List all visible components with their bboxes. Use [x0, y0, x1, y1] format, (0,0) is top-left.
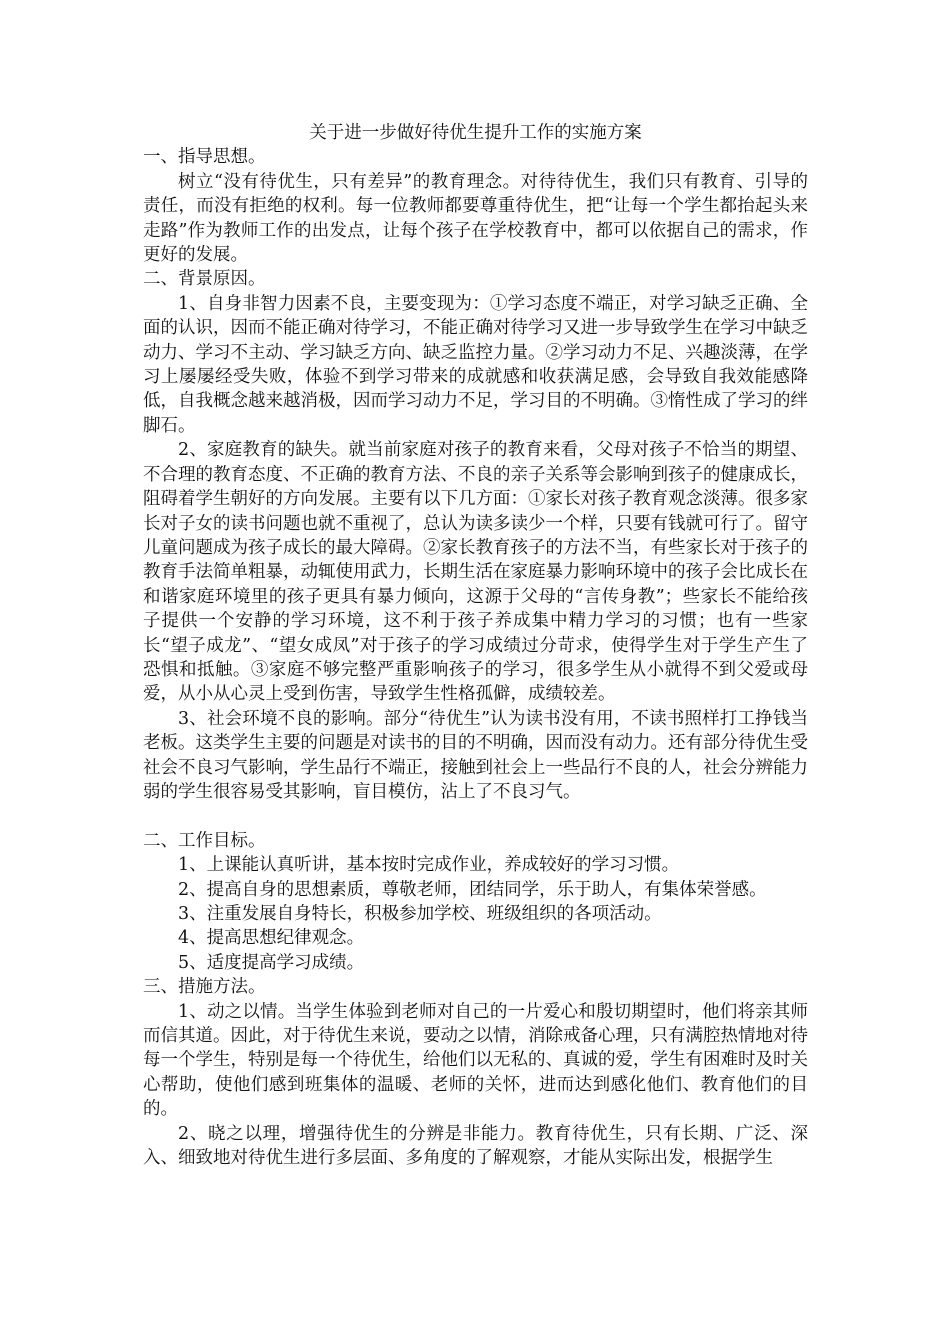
section-heading-background: 二、背景原因。: [143, 269, 266, 290]
paragraph-guiding-ideology: 树立“没有待优生，只有差异”的教育理念。对待待优生，我们只有教育、引导的责任，而没有拒绝的权利。每一位教师都要尊重待优生，把“让每一个学生都抬起头来走路”作为教师工作的出发点，让每个孩子在学校教育中，都可以依据自己的需求，作更好的发展。: [143, 171, 808, 266]
goal-item-4: 4、提高思想纪律观念。: [178, 928, 365, 949]
section-heading-guiding-ideology: 一、指导思想。: [143, 147, 266, 168]
paragraph-background-3: 3、社会环境不良的影响。部分“待优生”认为读书没有用，不读书照样打工挣钱当老板。这类学生主要的问题是对读书的目的不明确，因而没有动力。还有部分待优生受社会不良习气影响，学生品行不端正，接触到社会上一些品行不良的人，社会分辨能力弱的学生很容易受其影响，盲目模仿，沾上了不良习气。: [143, 708, 808, 802]
section-heading-measures: 三、措施方法。: [143, 977, 266, 998]
document-title: 关于进一步做好待优生提升工作的实施方案: [309, 123, 642, 143]
paragraph-background-2: 2、家庭教育的缺失。就当前家庭对孩子的教育来看，父母对孩子不恰当的期望、不合理的教育态度、不正确的教育方法、不良的亲子关系等会影响到孩子的健康成长，阻碍着学生朝好的方向发展。主要有以下几方面：①家长对孩子教育观念淡薄。很多家长对子女的读书问题也就不重视了，总认为读多读少一个样，只要有钱就可行了。留守儿童问题成为孩子成长的最大障碍。②家长教育孩子的方法不当，有些家长对于孩子的教育手法简单粗暴，动辄使用武力，长期生活在家庭暴力影响环境中的孩子会比成长在和谐家庭环境里的孩子更具有暴力倾向，这源于父母的“言传身教”；些家长不能给孩子提供一个安静的学习环境，这不利于孩子养成集中精力学习的习惯；也有一些家长“望子成龙”、“望女成凤”对于孩子的学习成绩过分苛求，使得学生对于学生产生了恐惧和抵触。③家庭不够完整严重影响孩子的学习，很多学生从小就得不到父爱或母爱，从小从心灵上受到伤害，导致学生性格孤僻，成绩较差。: [143, 440, 808, 705]
goal-item-3: 3、注重发展自身特长，积极参加学校、班级组织的各项活动。: [178, 903, 662, 924]
blank-line: [143, 804, 808, 828]
goal-item-2: 2、提高自身的思想素质，尊敬老师，团结同学，乐于助人，有集体荣誉感。: [178, 879, 767, 900]
paragraph-measures-1: 1、动之以情。当学生体验到老师对自己的一片爱心和殷切期望时，他们将亲其师而信其道。因此，对于待优生来说，要动之以情，消除戒备心理，只有满腔热情地对待每一个学生，特别是每一个待优生，给他们以无私的、真诚的爱，学生有困难时及时关心帮助，使他们感到班集体的温暖、老师的关怀，进而达到感化他们、教育他们的目的。: [143, 1001, 808, 1120]
document-body: [143, 121, 808, 1170]
goal-item-5: 5、适度提高学习成绩。: [178, 952, 365, 973]
goal-item-1: 1、上课能认真听讲，基本按时完成作业，养成较好的学习习惯。: [178, 855, 680, 876]
paragraph-background-1: 1、自身非智力因素不良，主要变现为：①学习态度不端正，对学习缺乏正确、全面的认识，因而不能正确对待学习，不能正确对待学习又进一步导致学生在学习中缺乏动力、学习不主动、学习缺乏方向、缺乏监控力量。②学习动力不足、兴趣淡薄，在学习上屡屡经受失败，体验不到学习带来的成就感和收获满足感，会导致自我效能感降低，自我概念越来越消极，因而学习动力不足，学习目的不明确。③惰性成了学习的绊脚石。: [143, 293, 808, 436]
paragraph-measures-2: 2、晓之以理，增强待优生的分辨是非能力。教育待优生，只有长期、广泛、深入、细致地对待优生进行多层面、多角度的了解观察，才能从实际出发，根据学生: [143, 1123, 808, 1169]
section-heading-work-goals: 二、工作目标。: [143, 830, 266, 851]
